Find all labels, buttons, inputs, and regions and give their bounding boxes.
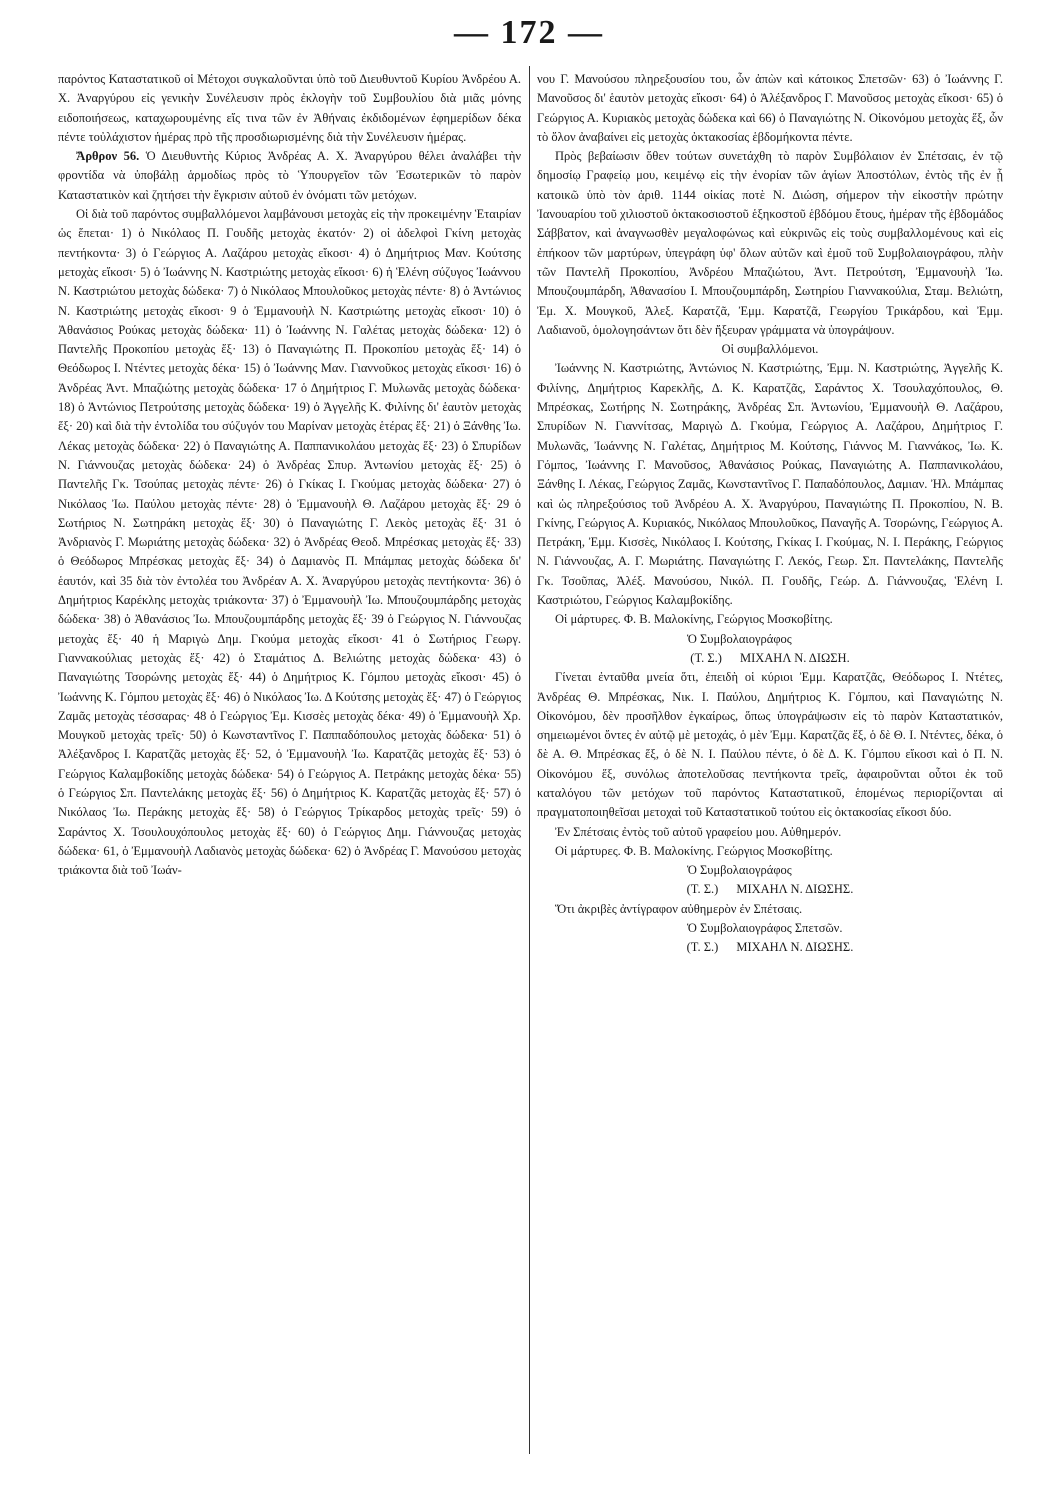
paragraph: Ὅτι ἀκριβὲς ἀντίγραφον αὐθημερὸν ἐν Σπέτσαις. [555,901,803,916]
notary-signature [537,649,1003,668]
seal-mark: (Τ. Σ.) [686,882,719,897]
page-number: — 172 — [454,14,604,51]
seal-mark: (Τ. Σ.) [690,650,722,665]
notary-signature [537,880,1003,899]
paragraph: νου Γ. Μανούσου πληρεξουσίου του, ὧν ἀπὼν καὶ κάτοικος Σπετσῶν· 63) ὁ Ἰωάννης Γ. Μανοῦσος δι' ἑαυτὸν μετοχὰς εἴκοσι· 64) ὁ Ἀλέξανδρος Γ. Μανοῦσος μετοχὰς εἴκοσι· 65) ὁ Γεώργιος Α. Κυριακὸς μετοχὰς δώδεκα καὶ 66) ὁ Παναγιώτης Ν. Οἰκονόμου μετοχὰς ἕξ, ὧν τὸ ὅλον ἀναβαίνει εἰς μετοχὰς ὀκτακοσίας ἑβδομήκοντα πέντε. [537,72,1003,144]
witnesses-line: Οἱ μάρτυρες. Φ. Β. Μαλοκίνης, Γεώργιος Μοσκοβίτης. [555,612,833,627]
notary-name: ΜΙΧΑΗΛ Ν. ΔΙΩΣΗΣ. [736,940,854,955]
notary-title: Ὁ Συμβολαιογράφος Σπετσῶν. [687,921,843,936]
notary-name: ΜΙΧΑΗΛ Ν. ΔΙΩΣΗ. [739,650,850,665]
article-paragraph [58,147,521,205]
paragraph: Γίνεται ἐνταῦθα μνεία ὅτι, ἐπειδὴ οἱ κύριοι Ἐμμ. Καρατζᾶς, Θεόδωρος Ι. Ντέτες, Ἀνδρέας Θ. Μπρέσκας, Νικ. Ι. Παύλου, Δημήτριος Κ. Γόμπου, καὶ Παναγιώτης Ν. Οἰκονόμου, δὲν προσῆλθον ἐγκαίρως, ὅπως ὑπογράψωσιν εἰς τὸ παρὸν Καταστατικόν, σημειωμένοι ὄντες ἐν αὐτῷ μὲ μετοχάς, ὁ μὲν Ἐμμ. Καρατζᾶς ἕξ, ὁ δὲ Θ. Ι. Ντέντες, δέκα, ὁ δὲ Α. Θ. Μπρέσκας ἕξ, ὁ δὲ Ν. Ι. Παύλου πέντε, ὁ δὲ Δ. Κ. Γόμπου εἴκοσι καὶ ὁ Π. Ν. Οἰκονόμου ἕξ, συνόλως ἀποτελοῦσας πεντήκοντα τρεῖς, ἀφαιροῦνται οὗτοι ἐκ τοῦ καταλόγου τῶν μετόχων τοῦ παρόντος Καταστατικοῦ, ἑπομένως περιορίζονται αἱ πραγματοποιηθεῖσαι μετοχαὶ τοῦ Καταστατικοῦ τούτου εἰς ὀκτακοσίας εἴκοσι δύο. [537,670,1003,820]
column-divider [529,66,530,1454]
paragraph: Πρὸς βεβαίωσιν ὅθεν τούτων συνετάχθη τὸ παρὸν Συμβόλαιον ἐν Σπέτσαις, ἐν τῷ δημοσίῳ Γραφείῳ μου, κειμένῳ εἰς τὴν ἐνορίαν τῶν ἁγίων Ἀποστόλων, ἐντὸς τῆς ἐν ᾗ κατοικῶ ὑπὸ τὸν ἀριθ. 1144 οἰκίας ποτὲ Ν. Διώση, σήμερον τὴν εἰκοστὴν πρώτην Ἰανουαρίου τοῦ χιλιοστοῦ ὀκτακοσιοστοῦ ἑξηκοστοῦ ἑβδόμου ἔτους, ἡμέραν τῆς ἑβδομάδος Σάββατον, καὶ ἀναγνωσθὲν μεγαλοφώνως καὶ εὐκρινῶς εἰς τοὺς συμβαλλομένους καὶ εἰς ἐπήκοον τῶν μαρτύρων, ὑπεγράφη ὑφ' ὅλων αὐτῶν καὶ ἐμοῦ τοῦ Συμβολαιογράφου, πλὴν τῶν Παντελῆ Προκοπίου, Ἀνδρέου Μπαζιώτου, Ἀντ. Πετρούτση, Ἐμμανουὴλ Ἰω. Μπουζουμπάρδη, Ἀθανασίου Ι. Μπουζουμπάρδη, Σωτηρίου Γιαννακούλια, Σταμ. Βελιώτη, Ἐμ. Χ. Μουγκοῦ, Ἀλεξ. Καρατζᾶ, Ἐμμ. Καρατζᾶ, Γεωργίου Τρικάρδου, καὶ Ἐμμ. Λαδιανοῦ, ὁμολογησάντων ὅτι δὲν ἤξευραν γράμματα νὰ ὑπογράψουν. [537,149,1003,337]
left-column [58,70,521,1450]
signatories-paragraph: Ἰωάννης Ν. Καστριώτης, Ἀντώνιος Ν. Καστριώτης, Ἐμμ. Ν. Καστριώτης, Ἀγγελῆς Κ. Φιλίνης, Δημήτριος Καρεκλῆς, Δ. Κ. Καρατζᾶς, Σαράντος Χ. Τσουλαχόπουλος, Θ. Μπρέσκας, Σωτήρης Ν. Σωτηράκης, Ἀνδρέας Σπ. Ἀντωνίου, Ἐμμανουὴλ Θ. Λαζάρου, Σπυρίδων Ν. Γιαννίτσας, Μαριγὼ Δ. Γκούμα, Γεώργιος Α. Λαζάρου, Δημήτριος Γ. Μυλωνᾶς, Ἰωάννης Ν. Γαλέτας, Δημήτριος Μ. Κούτσης, Γιάννος Μ. Γιαννάκος, Ἰω. Κ. Γόμπος, Ἰωάννης Γ. Μανοῦσος, Ἀθανάσιος Ρούκας, Παναγιώτης Α. Παππανικολάου, Ξάνθης Ι. Λέκας, Γεώργιος Ζαμᾶς, Κωνσταντῖνος Γ. Παπαδόπουλος, Δαμιαν. Ἠλ. Μπάμπας καὶ ὡς πληρεξούσιος τοῦ Ἀνδρέου Α. Χ. Ἀναργύρου, Παναγιώτης Π. Προκοπίου, Ν. Β. Γκίνης, Γεώργιος Α. Κυριακός, Νικόλαος Μπουλοῦκος, Παναγῆς Α. Τσορώνης, Γεώργιος Α. Πετράκη, Ἐμμ. Κισσὲς, Νικόλαος Ι. Κούτσης, Γκίκας Ι. Γκούμας, Ν. Ι. Περάκης, Γεώργιος Ν. Γιάννουζας, Α. Γ. Μωριάτης. Παναγιώτης Γ. Λεκός, Γεωρ. Σπ. Παντελάκης, Παντελῆς Γκ. Τσοῦπας, Ἀλέξ. Μανούσου, Νικόλ. Π. Γουδῆς, Γεώρ. Δ. Γιάννουζας, Ἑλένη Ι. Καστριώτου, Γεώργιος Καλαμβοκίδης. [537,361,1003,608]
witnesses-line: Οἱ μάρτυρες. Φ. Β. Μαλοκίνης. Γεώργιος Μοσκοβίτης. [555,843,833,858]
paragraph: παρόντος Καταστατικοῦ οἱ Μέτοχοι συγκαλοῦνται ὑπὸ τοῦ Διευθυντοῦ Κυρίου Ἀνδρέου Α. Χ. Ἀναργύρου εἰς γενικὴν Συνέλευσιν πρὸς ἐκλογὴν τοῦ Συμβουλίου διὰ μιᾶς μόνης ειδοποιήσεως, καταχωρουμένης εἴς τινα τῶν ἐν Ἀθήναις ἐκδιδομένων ἐφημερίδων δέκα πέντε τοὐλάχιστον ἡμέρας πρὸ τῆς προσδιωρισμένης διὰ τὴν Συνέλευσιν ἡμέρας. [58,72,521,144]
section-heading: Οἱ συμβαλλόμενοι. [721,342,819,357]
right-column [537,70,1003,1450]
notary-name: ΜΙΧΑΗΛ Ν. ΔΙΩΣΗΣ. [736,882,854,897]
notary-signature [537,938,1003,957]
paragraph: Ἐν Σπέτσαις ἐντὸς τοῦ αὐτοῦ γραφείου μου. Αὐθημερόν. [555,824,842,839]
article-text: Ὁ Διευθυντὴς Κύριος Ἀνδρέας Α. Χ. Ἀναργύρου θέλει ἀναλάβει τὴν φροντίδα νὰ ὑποβάλῃ ἁρμοδίως πρὸς τὸ Ὑπουργεῖον τῶν Ἐσωτερικῶν τὸ παρὸν Καταστατικὸν καὶ ζητήσει τὴν ἔγκρισιν αὐτοῦ ἐν ὀνόματι τῶν μετόχων. [58,149,521,202]
seal-mark: (Τ. Σ.) [686,940,719,955]
notary-title: Ὁ Συμβολαιογράφος [687,631,792,646]
shareholders-paragraph: Οἱ διὰ τοῦ παρόντος συμβαλλόμενοι λαμβάνουσι μετοχὰς εἰς τὴν προκειμένην Ἑταιρίαν ὡς ἕπεται· 1) ὁ Νικόλαος Π. Γουδῆς μετοχὰς ἑκατόν· 2) οἱ ἀδελφοὶ Γκίνη μετοχὰς πεντήκοντα· 3) ὁ Γεώργιος Α. Λαζάρου μετοχὰς εἴκοσι· 4) ὁ Δημήτριος Μαν. Κούτσης μετοχὰς εἴκοσι· 5) ὁ Ἰωάννης Ν. Καστριώτης μετοχὰς εἴκοσι· 6) ἡ Ἑλένη σύζυγος Ἰωάννου Ν. Καστριώτου μετοχὰς δώδεκα· 7) ὁ Νικόλαος Μπουλοῦκος μετοχὰς πέντε· 8) ὁ Ἀντώνιος Ν. Καστριώτης μετοχὰς εἴκοσι· 9 ὁ Ἐμμανουὴλ Ν. Καστριώτης μετοχὰς εἴκοσι· 10) ὁ Ἀθανάσιος Ρούκας μετοχὰς δώδεκα· 11) ὁ Ἰωάννης Ν. Γαλέτας μετοχὰς δώδεκα· 12) ὁ Παντελῆς Προκοπίου μετοχὰς ἕξ· 13) ὁ Παναγιώτης Π. Προκοπίου μετοχὰς ἕξ· 14) ὁ Θεόδωρος Ι. Ντέντες μετοχὰς δέκα· 15) ὁ Ἰωάννης Μαν. Γιαννοῦκος μετοχὰς εἴκοσι· 16) ὁ Ἀνδρέας Ἀντ. Μπαζιώτης μετοχὰς δώδεκα· 17 ὁ Δημήτριος Γ. Μυλωνᾶς μετοχὰς δώδεκα· 18) ὁ Ἀντώνιος Πετρούτσης μετοχὰς δώδεκα· 19) ὁ Ἀγγελῆς Κ. Φιλίνης δι' ἑαυτὸν μετοχὰς ἕξ· 20) καὶ διὰ τὴν ἐντολίδα του σύζυγόν του Μαρίναν μετοχὰς ἑτέρας ἕξ· 21) ὁ Ξάνθης Ἰω. Λέκας μετοχὰς δώδεκα· 22) ὁ Παναγιώτης Α. Παππανικολάου μετοχὰς ἕξ· 23) ὁ Σπυρίδων Ν. Γιάννουζας μετοχὰς δώδεκα· 24) ὁ Ἀνδρέας Σπυρ. Ἀντωνίου μετοχὰς ἕξ· 25) ὁ Παντελῆς Γκ. Τσούπας μετοχὰς πέντε· 26) ὁ Γκίκας Ι. Γκούμας μετοχὰς δώδεκα· 27) ὁ Νικόλαος Ἰω. Παύλου μετοχὰς πέντε· 28) ὁ Ἐμμανουὴλ Θ. Λαζάρου μετοχὰς ἕξ· 29 ὁ Σωτήριος Ν. Σωτηράκη μετοχὰς ἕξ· 30) ὁ Παναγιώτης Γ. Λεκὸς μετοχὰς ἕξ· 31 ὁ Ἀνδριανὸς Γ. Μωριάτης μετοχὰς δώδεκα· 32) ὁ Ἀνδρέας Θεοδ. Μπρέσκας μετοχὰς ἕξ· 33) ὁ Θεόδωρος Μπρέσκας μετοχὰς ἕξ· 34) ὁ Δαμιανὸς Π. Μπάμπας μετοχὰς δώδεκα δι' ἑαυτόν, καὶ 35 διὰ τὸν ἐντολέα του Ἀνδρέαν Α. Χ. Ἀναργύρου μετοχὰς πεντήκοντα· 36) ὁ Δημήτριος Καρέκλης μετοχὰς τριάκοντα· 37) ὁ Ἐμμανουὴλ Ἰω. Μπουζουμπάρδης μετοχὰς δώδεκα· 38) ὁ Ἀθανάσιος Ἰω. Μπουζουμπάρδης μετοχὰς ἕξ· 39 ὁ Γεώργιος Ν. Γιάννουζας μετοχὰς ἕξ· 40 ἡ Μαριγὼ Δημ. Γκούμα μετοχὰς εἴκοσι· 41 ὁ Σωτήριος Γεωργ. Γιαννακούλιας μετοχὰς ἕξ· 42) ὁ Σταμάτιος Δ. Βελιώτης μετοχὰς δώδεκα· 43) ὁ Παναγιώτης Τσορώνης μετοχὰς ἕξ· 44) ὁ Δημήτριος Κ. Γόμπου μετοχὰς εἴκοσι· 45) ὁ Ἰωάννης Κ. Γόμπου μετοχὰς ἕξ· 46) ὁ Νικόλαος Ἰω. Δ Κούτσης μετοχὰς ἕξ· 47) ὁ Γεώργιος Ζαμᾶς μετοχὰς τέσσαρας· 48 ὁ Γεώργιος Ἐμ. Κισσὲς μετοχὰς δέκα· 49) ὁ Ἐμμανουὴλ Χρ. Μουγκοῦ μετοχὰς τρεῖς· 50) ὁ Κωνσταντῖνος Γ. Παππαδόπουλος μετοχὰς δώδεκα· 51) ὁ Ἀλέξανδρος Ι. Καρατζᾶς μετοχὰς ἕξ· 52, ὁ Ἐμμανουὴλ Ἰω. Καρατζᾶς μετοχὰς ἕξ· 53) ὁ Γεώργιος Καλαμβοκίδης μετοχὰς δώδεκα· 54) ὁ Γεώργιος Α. Πετράκης μετοχὰς δέκα· 55) ὁ Γεώργιος Σπ. Παντελάκης μετοχὰς ἕξ· 56) ὁ Δημήτριος Κ. Καρατζᾶς μετοχὰς ἕξ· 57) ὁ Νικόλαος Ἰω. Περάκης μετοχὰς ἕξ· 58) ὁ Γεώργιος Τρίκαρδος μετοχὰς τρεῖς· 59) ὁ Σαράντος Χ. Τσουλουχόπουλος μετοχὰς ἕξ· 60) ὁ Γεώργιος Δημ. Γιάννουζας μετοχὰς δώδεκα· 61, ὁ Ἐμμανουὴλ Λαδιανὸς μετοχὰς δώδεκα· 62) ὁ Ἀνδρέας Γ. Μανούσου μετοχὰς τριάκοντα διὰ τοῦ Ἰωάν- [58,207,521,878]
notary-title: Ὁ Συμβολαιογράφος [687,863,792,878]
article-label: Ἄρθρον 56. [76,149,140,164]
